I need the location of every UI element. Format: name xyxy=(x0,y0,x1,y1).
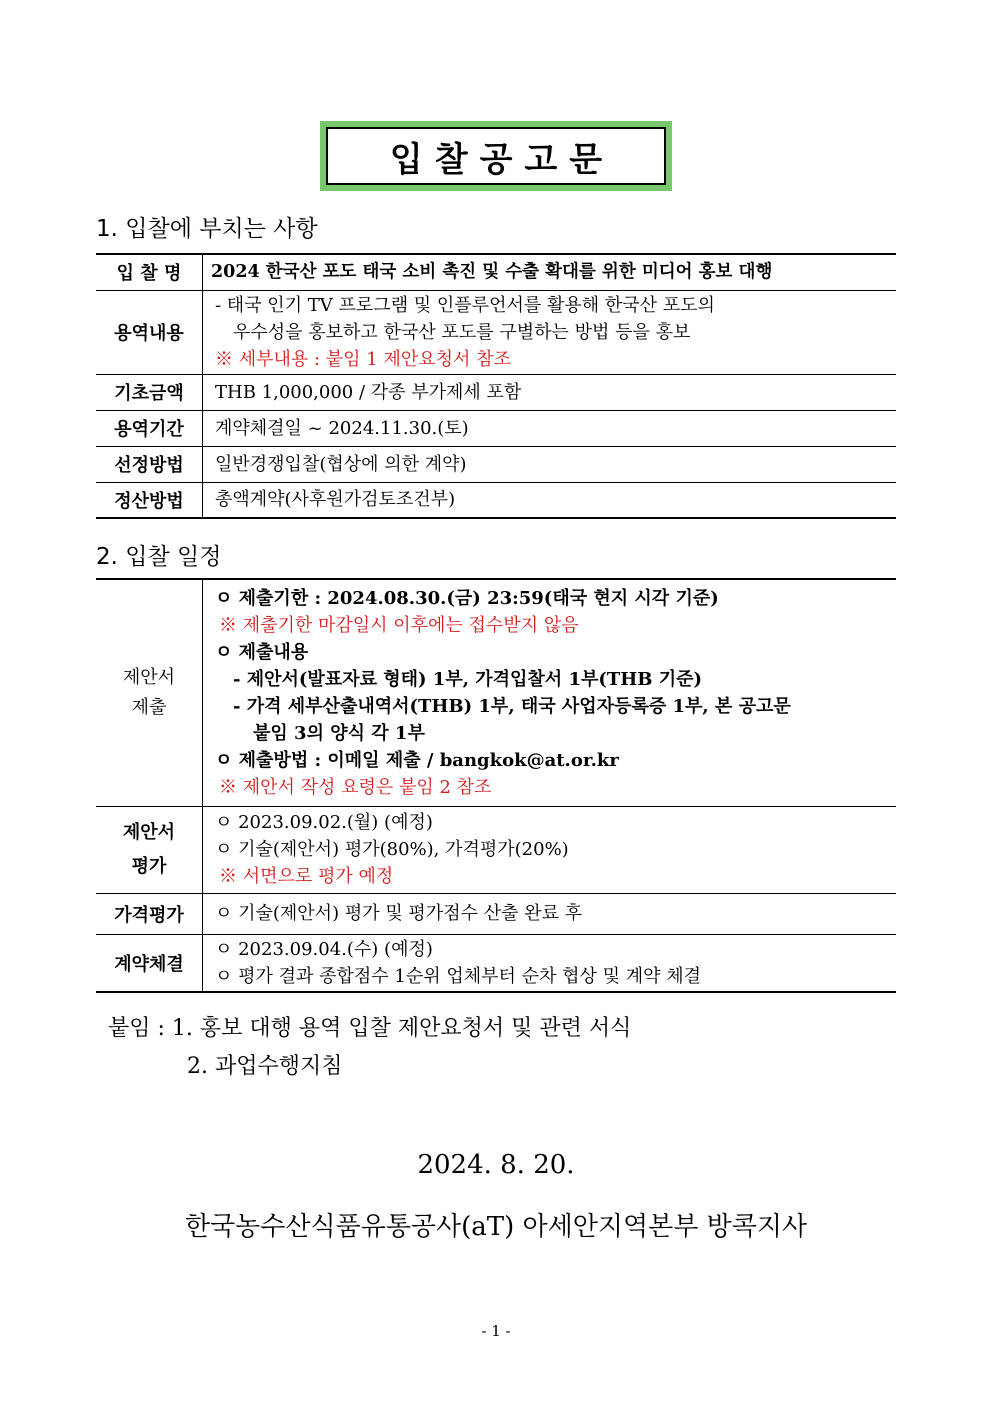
row-value: - 태국 인기 TV 프로그램 및 인플루언서를 활용해 한국산 포도의 우수성을 홍보하고 한국산 포도를 구별하는 방법 등을 홍보 ※ 세부내용 : 붙임 1 제안요청서 참조 xyxy=(203,290,897,374)
section1-heading: 1. 입찰에 부치는 사항 xyxy=(96,216,318,242)
attachment-line-2: 2. 과업수행지침 xyxy=(187,1054,343,1079)
table-row xyxy=(96,374,896,410)
row-label: 용역기간 xyxy=(96,410,203,446)
row-value: 일반경쟁입찰(협상에 의한 계약) xyxy=(203,446,897,482)
row-label: 정산방법 xyxy=(96,482,203,518)
bid-schedule-table xyxy=(96,578,896,993)
organization-name: 한국농수산식품유통공사(aT) 아세안지역본부 방콕지사 xyxy=(184,1212,808,1242)
row-label: 기초금액 xyxy=(96,374,203,410)
section2-heading: 2. 입찰 일정 xyxy=(96,544,222,570)
row-value: ㅇ 2023.09.04.(수) (예정) ㅇ 평가 결과 종합점수 1순위 업체부터 순차 협상 및 계약 체결 xyxy=(203,934,897,992)
row-label: 용역내용 xyxy=(96,290,203,374)
table-row xyxy=(96,410,896,446)
table-row xyxy=(96,934,896,992)
title-box xyxy=(320,121,672,191)
row-value: 총액계약(사후원가검토조건부) xyxy=(203,482,897,518)
table-row xyxy=(96,254,896,290)
row-value: ㅇ 기술(제안서) 평가 및 평가점수 산출 완료 후 xyxy=(203,893,897,934)
table-row xyxy=(96,893,896,934)
page-number: - 1 - xyxy=(481,1322,511,1340)
table-row xyxy=(96,806,896,893)
row-value: THB 1,000,000 / 각종 부가제세 포함 xyxy=(203,374,897,410)
notice-date: 2024. 8. 20. xyxy=(417,1150,575,1180)
row-label: 가격평가 xyxy=(96,893,203,934)
document-title: 입찰공고문 xyxy=(326,127,666,185)
row-label: 선정방법 xyxy=(96,446,203,482)
bid-info-table xyxy=(96,253,896,519)
row-value: 2024 한국산 포도 태국 소비 촉진 및 수출 확대를 위한 미디어 홍보 대행 xyxy=(203,254,897,290)
table-row xyxy=(96,290,896,374)
row-value: 계약체결일 ~ 2024.11.30.(토) xyxy=(203,410,897,446)
row-value: ㅇ 2023.09.02.(월) (예정) ㅇ 기술(제안서) 평가(80%), 가격평가(20%) ※ 서면으로 평가 예정 xyxy=(203,806,897,893)
row-label: 제안서 평가 xyxy=(96,806,203,893)
row-label: 계약체결 xyxy=(96,934,203,992)
attachment-line-1: 붙임 : 1. 홍보 대행 용역 입찰 제안요청서 및 관련 서식 xyxy=(108,1016,632,1041)
table-row xyxy=(96,579,896,806)
row-value: ㅇ 제출기한 : 2024.08.30.(금) 23:59(태국 현지 시각 기준) ※ 제출기한 마감일시 이후에는 접수받지 않음 ㅇ 제출내용 - 제안서(발표자료 형태) 1부, 가격입찰서 1부(THB 기준) - 가격 세부산출내역서(THB) 1부, 태국 사업자등록증 1부, 본 공고문 붙임 3의 양식 각 1부 ㅇ 제출방법 : 이메일 제출 / bangkok@at.or.kr ※ 제안서 작성 요령은 붙임 2 참조 xyxy=(203,579,897,806)
table-row xyxy=(96,482,896,518)
table-row xyxy=(96,446,896,482)
row-label: 입 찰 명 xyxy=(96,254,203,290)
row-label: 제안서 제출 xyxy=(96,579,203,806)
